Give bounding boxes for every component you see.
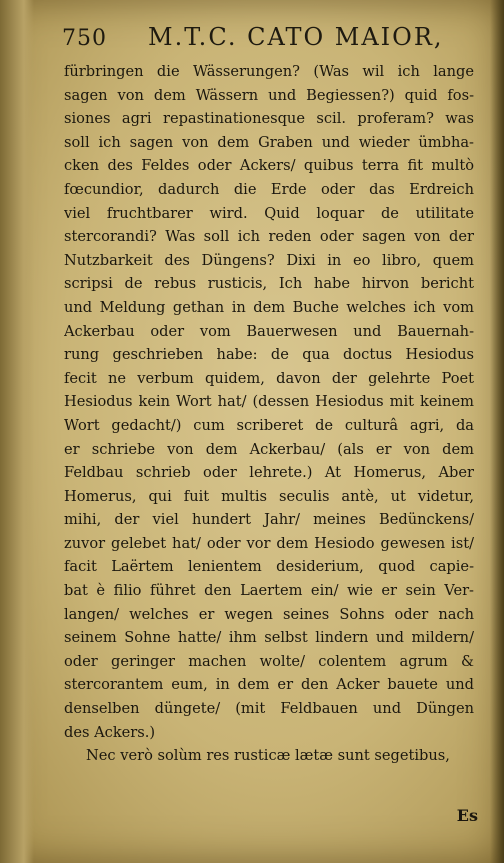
paragraph-start-line: Nec verò solùm res rusticæ lætæ sunt segetibus, — [86, 747, 450, 765]
page-header — [62, 20, 482, 56]
text-line: stercorandi? Was soll ich reden oder sagen von der — [64, 228, 474, 246]
page-number: 750 — [62, 26, 107, 51]
text-line: Homerus, qui fuit multis seculis antè, ut videtur, — [64, 487, 474, 505]
text-line: denselben düngete/ (mit Feldbauen und Düngen — [64, 700, 474, 718]
text-line: rung geschrieben habe: de qua doctus Hesiodus — [64, 346, 474, 364]
text-line: oder geringer machen wolte/ colentem agrum & — [64, 652, 474, 670]
text-line: langen/ welches er wegen seines Sohns oder nach — [64, 605, 474, 623]
body-text — [64, 60, 474, 768]
text-line: soll ich sagen von dem Graben und wieder ümbha- — [64, 133, 474, 151]
text-line: bat è filio führet den Laertem ein/ wie er sein Ver- — [64, 582, 474, 600]
text-line: Feldbau schrieb oder lehrete.) At Homerus, Aber — [64, 464, 474, 482]
page-edge-shadow — [490, 0, 504, 863]
text-line: seinem Sohne hatte/ ihm selbst lindern und mildern/ — [64, 629, 474, 647]
text-line: fürbringen die Wässerungen? (Was wil ich lange — [64, 63, 474, 80]
text-line: facit Laërtem lenientem desiderium, quod capie- — [64, 558, 474, 576]
text-line: viel fruchtbarer wird. Quid loquar de utilitate — [64, 204, 474, 222]
text-line: Wort gedacht/) cum scriberet de culturâ agri, da — [64, 416, 474, 434]
running-title: M.T.C. CATO MAIOR, — [148, 23, 444, 51]
text-line: fœcundior, dadurch die Erde oder das Erdreich — [64, 180, 474, 198]
page-gutter-shadow — [0, 0, 34, 863]
text-line: cken des Feldes oder Ackers/ quibus terra fit multò — [64, 157, 474, 175]
text-line: sagen von dem Wässern und Begiessen?) quid fos- — [64, 86, 474, 104]
text-line: Nutzbarkeit des Düngens? Dixi in eo libro, quem — [64, 251, 474, 269]
text-line: und Meldung gethan in dem Buche welches ich vom — [64, 298, 474, 316]
text-line: des Ackers.) — [64, 723, 156, 741]
text-line: siones agri repastinationesque scil. proferam? was — [64, 110, 474, 128]
text-line: scripsi de rebus rusticis, Ich habe hirvon bericht — [64, 275, 474, 293]
text-line: er schriebe von dem Ackerbau/ (als er von dem — [64, 440, 474, 458]
catchword: Es — [456, 806, 478, 825]
text-line: zuvor gelebet hat/ oder vor dem Hesiodo gewesen ist/ — [64, 534, 474, 552]
text-line: fecit ne verbum quidem, davon der gelehrte Poet — [64, 369, 474, 387]
text-line: Ackerbau oder vom Bauerwesen und Bauernah- — [64, 322, 474, 340]
text-line: Hesiodus kein Wort hat/ (dessen Hesiodus mit keinem — [64, 393, 474, 411]
text-line: stercorantem eum, in dem er den Acker bauete und — [64, 676, 474, 694]
text-line: mihi, der viel hundert Jahr/ meines Bedünckens/ — [64, 511, 474, 529]
